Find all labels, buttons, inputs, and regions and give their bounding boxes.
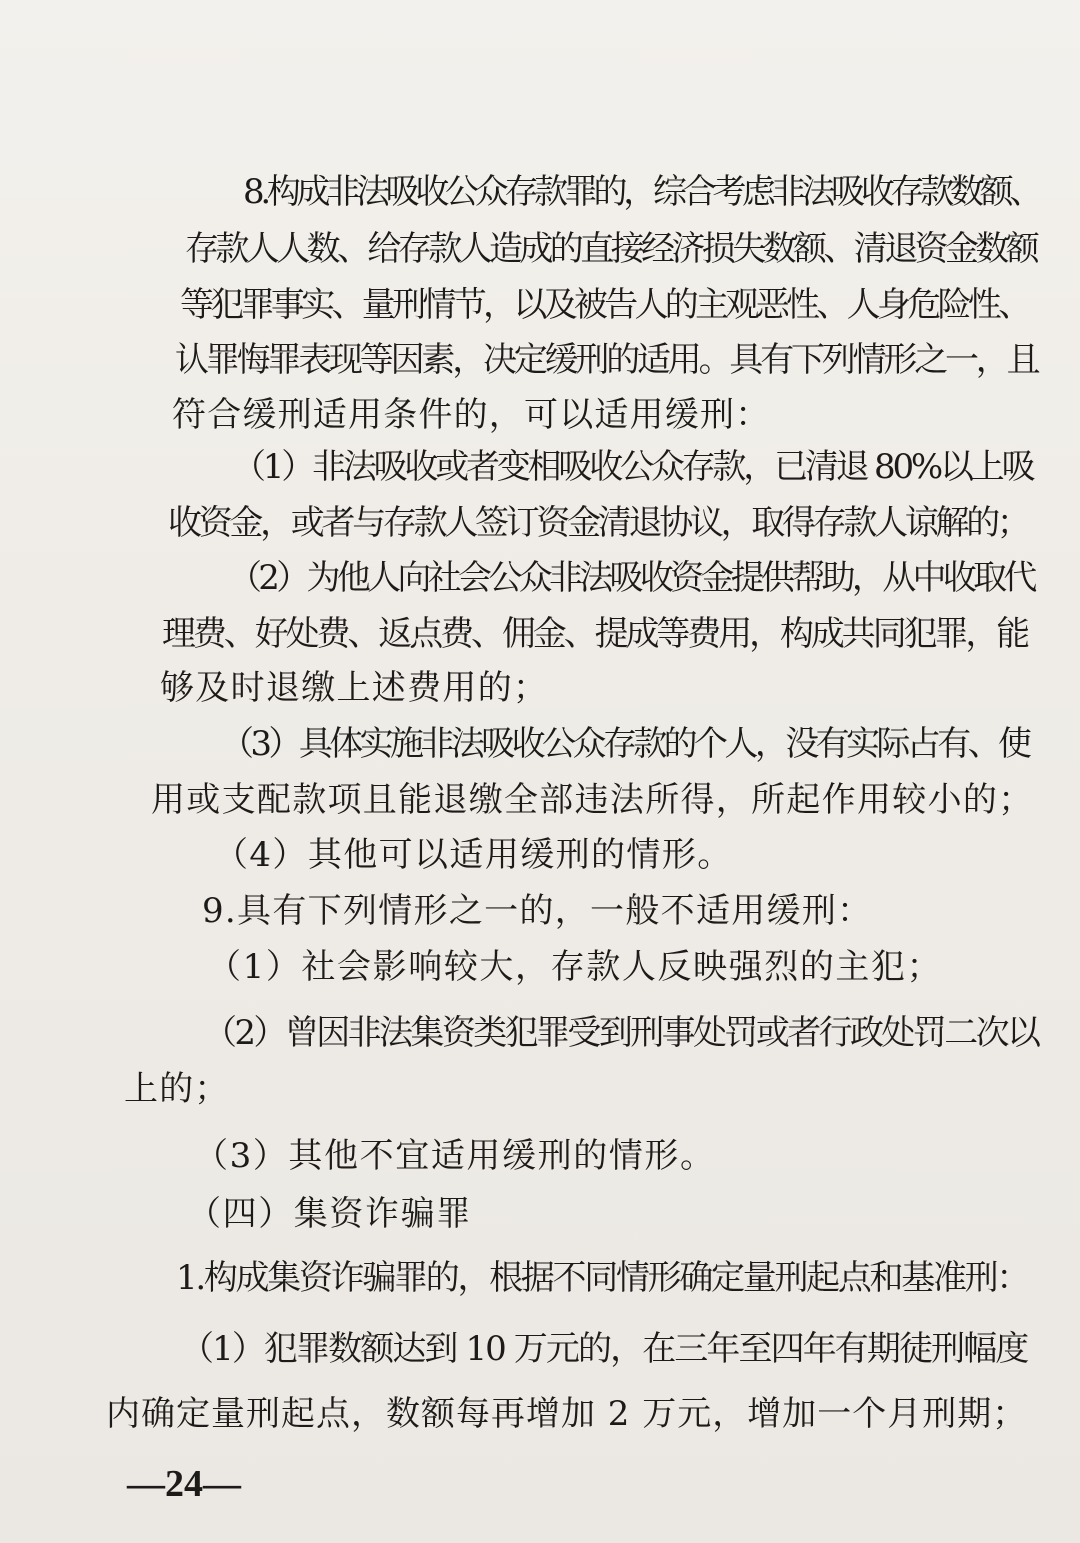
text-line: 符合缓刑适用条件的，可以适用缓刑： bbox=[172, 395, 771, 435]
text-line: （1）社会影响较大，存款人反映强烈的主犯； bbox=[207, 947, 943, 987]
text-line: 内确定量刑起点，数额每再增加 2 万元，增加一个月刑期； bbox=[106, 1394, 1028, 1434]
text-line: 够及时退缴上述费用的； bbox=[160, 668, 549, 708]
text-line: （1）非法吸收或者变相吸收公众存款，已清退 80%以上吸 bbox=[232, 447, 1033, 487]
text-line: 上的； bbox=[124, 1069, 230, 1109]
text-line: （3）其他不宜适用缓刑的情形。 bbox=[194, 1136, 716, 1176]
text-line: 收资金，或者与存款人签订资金清退协议，取得存款人谅解的； bbox=[168, 503, 1028, 543]
text-line: 存款人人数、给存款人造成的直接经济损失数额、清退资金数额 bbox=[185, 229, 1037, 269]
text-line: 8.构成非法吸收公众存款罪的，综合考虑非法吸收存款数额、 bbox=[243, 172, 1040, 212]
text-line: （2）为他人向社会公众非法吸收资金提供帮助，从中收取代 bbox=[228, 558, 1034, 598]
text-line: （2）曾因非法集资类犯罪受到刑事处罚或者行政处罚二次以 bbox=[203, 1013, 1039, 1053]
text-line: （1）犯罪数额达到 10 万元的，在三年至四年有期徒刑幅度 bbox=[180, 1329, 1028, 1369]
page-number: —24— bbox=[127, 1463, 241, 1505]
text-line: 等犯罪事实、量刑情节，以及被告人的主观恶性、人身危险性、 bbox=[180, 285, 1029, 325]
text-line: 认罪悔罪表现等因素，决定缓刑的适用。具有下列情形之一，且 bbox=[175, 340, 1038, 380]
text-line: 用或支配款项且能退缴全部违法所得，所起作用较小的； bbox=[151, 780, 1034, 820]
text-line: 9.具有下列情形之一的，一般不适用缓刑： bbox=[202, 891, 873, 931]
text-line: 1.构成集资诈骗罪的，根据不同情形确定量刑起点和基准刑： bbox=[176, 1258, 1029, 1298]
text-line: （4）其他可以适用缓刑的情形。 bbox=[214, 835, 733, 875]
text-line: 理费、好处费、返点费、佣金、提成等费用，构成共同犯罪，能 bbox=[162, 614, 1028, 654]
section-heading: （四）集资诈骗罪 bbox=[187, 1194, 472, 1234]
text-line: （3）具体实施非法吸收公众存款的个人，没有实际占有、使 bbox=[220, 724, 1029, 764]
